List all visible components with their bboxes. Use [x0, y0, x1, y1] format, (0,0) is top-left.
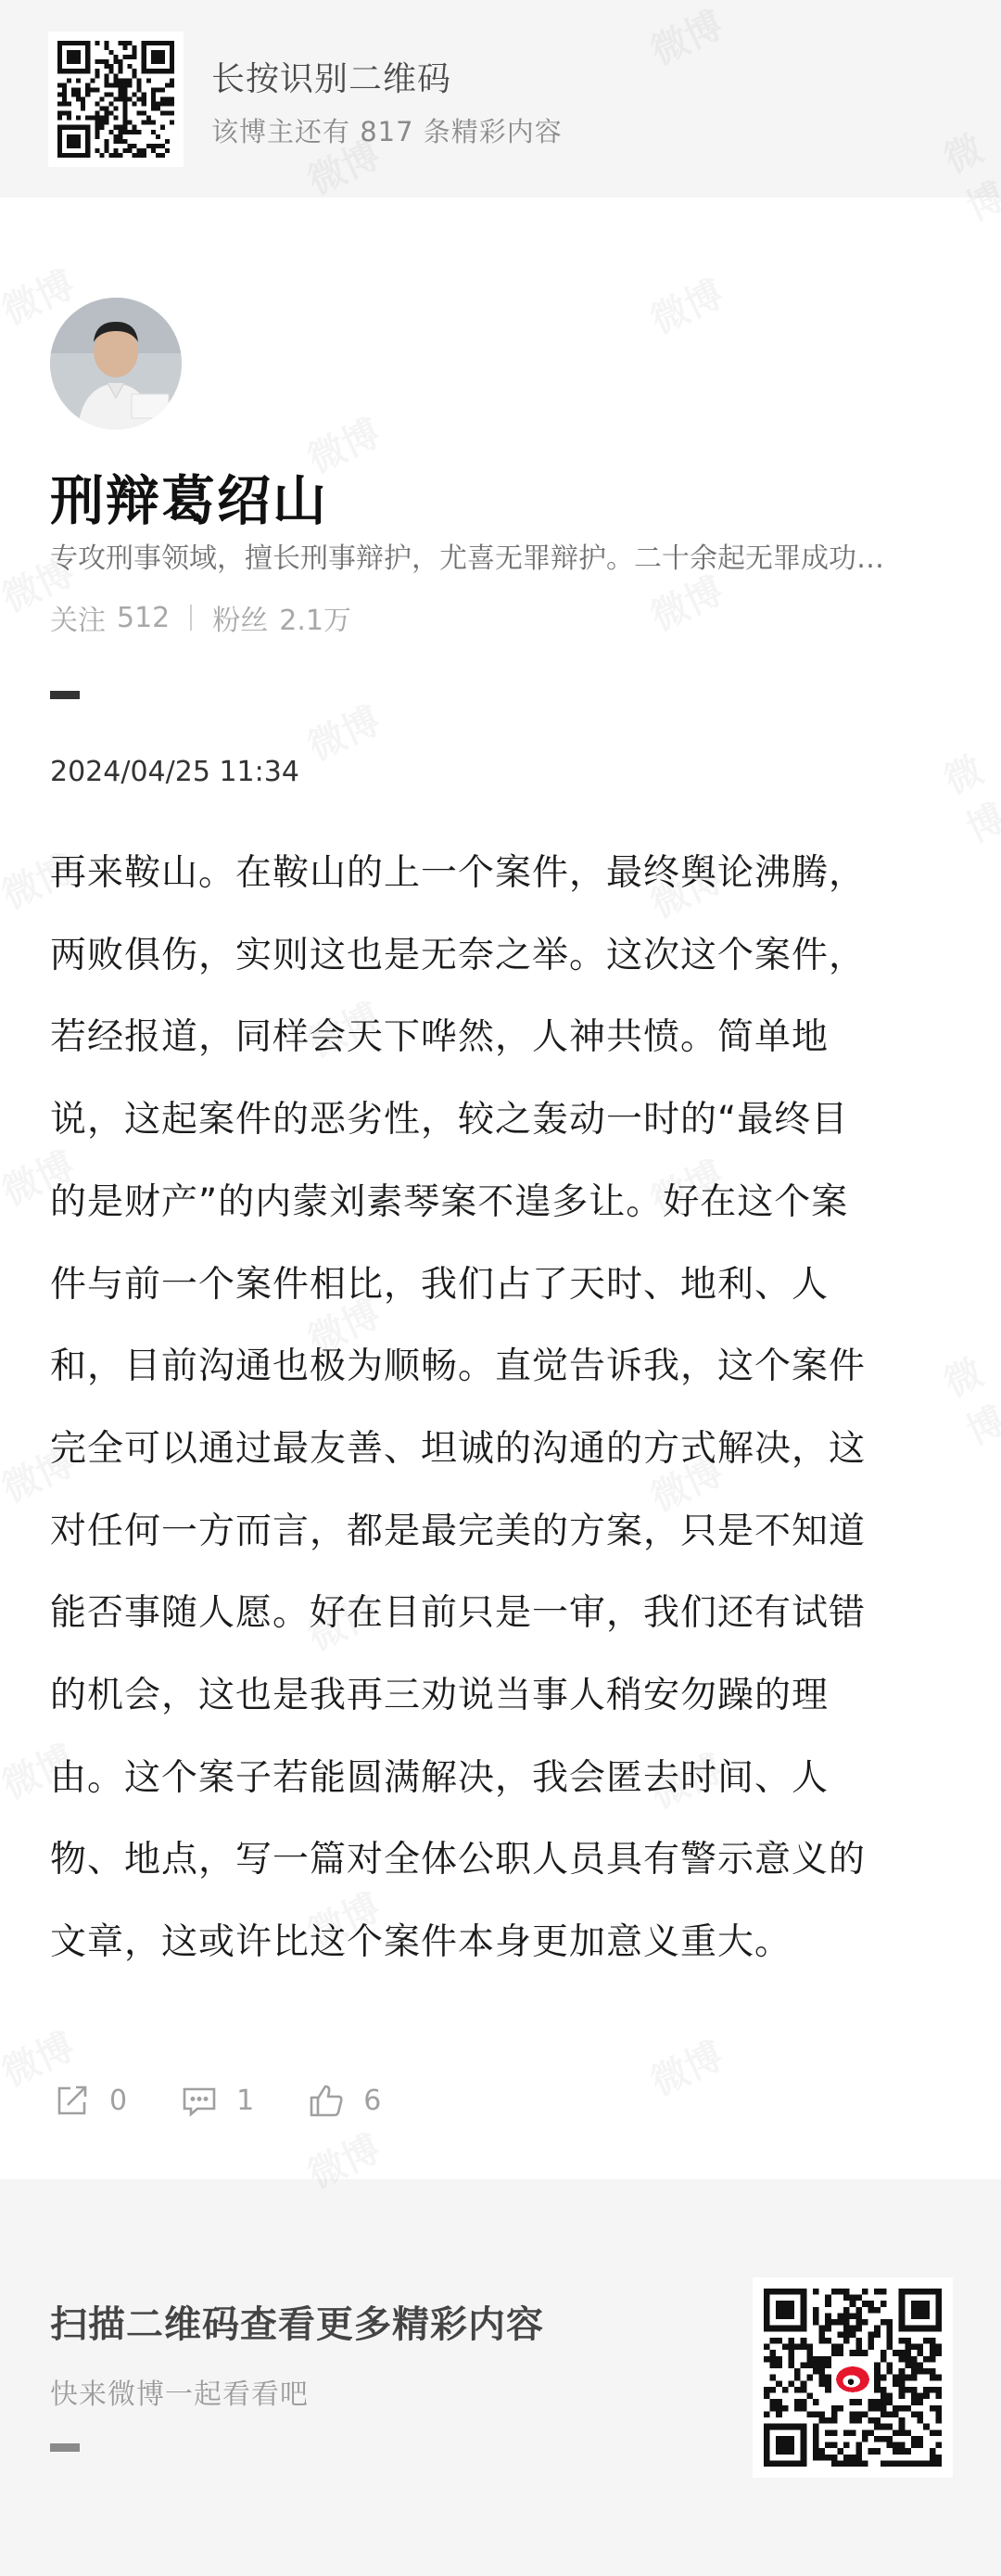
section-divider — [50, 691, 80, 699]
avatar[interactable] — [50, 298, 182, 429]
profile-bio: 专攻刑事领域，擅长刑事辩护，尤喜无罪辩护。二十余起无罪成功… — [50, 542, 884, 575]
post-line: 完全可以通过最友善、坦诚的沟通的方式解决，这 — [50, 1427, 867, 1470]
post-line: 物、地点，写一篇对全体公职人员具有警示意义的 — [50, 1839, 867, 1881]
qr-banner-title: 长按识别二维码 — [211, 60, 452, 98]
footer-title: 扫描二维码查看更多精彩内容 — [50, 2303, 544, 2346]
footer-subtitle: 快来微博一起看看吧 — [50, 2378, 309, 2411]
weibo-watermark — [934, 737, 1001, 852]
like-count: 6 — [363, 2084, 382, 2117]
qr-code-small[interactable] — [48, 32, 184, 167]
post-line: 再来鞍山。在鞍山的上一个案件，最终舆论沸腾， — [50, 852, 867, 894]
post-line: 和，目前沟通也极为顺畅。直觉告诉我，这个案件 — [50, 1345, 867, 1388]
post-body — [50, 833, 940, 1984]
repost-button[interactable] — [54, 2082, 127, 2119]
comment-button[interactable] — [181, 2082, 254, 2119]
weibo-watermark — [641, 2027, 731, 2106]
post-line: 由。这个案子若能圆满解决，我会匿去时间、人 — [50, 1756, 830, 1799]
thumbs-up-icon — [308, 2082, 345, 2119]
profile-stats — [50, 597, 351, 638]
bottom-qr-banner — [0, 2179, 1001, 2576]
qr-banner-subtitle: 该博主还有 817 条精彩内容 — [211, 116, 563, 147]
weibo-watermark — [298, 692, 388, 771]
post-line: 的机会，这也是我再三劝说当事人稍安勿躁的理 — [50, 1675, 830, 1717]
share-icon — [54, 2082, 91, 2119]
comment-count: 1 — [236, 2084, 255, 2117]
post-line: 能否事随人愿。好在目前只是一审，我们还有试错 — [50, 1592, 867, 1635]
post-date: 2024/04/25 11:34 — [50, 756, 299, 788]
post-line: 说，这起案件的恶劣性，较之轰动一时的“最终目 — [50, 1099, 849, 1141]
footer-divider — [50, 2443, 80, 2452]
followers-count: 2.1万 — [279, 605, 351, 637]
post-line: 两败俱伤，实则这也是无奈之举。这次这个案件， — [50, 934, 867, 976]
like-button[interactable] — [308, 2082, 381, 2119]
following-label: 关注 — [50, 605, 106, 637]
qr-code-large[interactable] — [753, 2277, 953, 2478]
post-line: 对任何一方而言，都是最完美的方案，只是不知道 — [50, 1510, 867, 1552]
post-line: 件与前一个案件相比，我们占了天时、地利、人 — [50, 1263, 830, 1306]
weibo-watermark — [641, 265, 731, 344]
weibo-watermark — [934, 1340, 1001, 1455]
followers-label: 粉丝 — [212, 605, 269, 637]
comment-icon — [181, 2082, 218, 2119]
post-line: 的是财产”的内蒙刘素琴案不遑多让。好在这个案 — [50, 1180, 849, 1223]
post-line: 若经报道，同样会天下哗然，人神共愤。简单地 — [50, 1016, 830, 1059]
profile-name[interactable]: 刑辩葛绍山 — [50, 469, 329, 532]
following-count: 512 — [117, 601, 171, 634]
post-actions — [54, 2082, 435, 2119]
repost-count: 0 — [109, 2084, 128, 2117]
top-qr-banner — [0, 0, 1001, 198]
stats-divider — [190, 605, 192, 631]
post-line: 文章，这或许比这个案件本身更加意义重大。 — [50, 1921, 792, 1964]
